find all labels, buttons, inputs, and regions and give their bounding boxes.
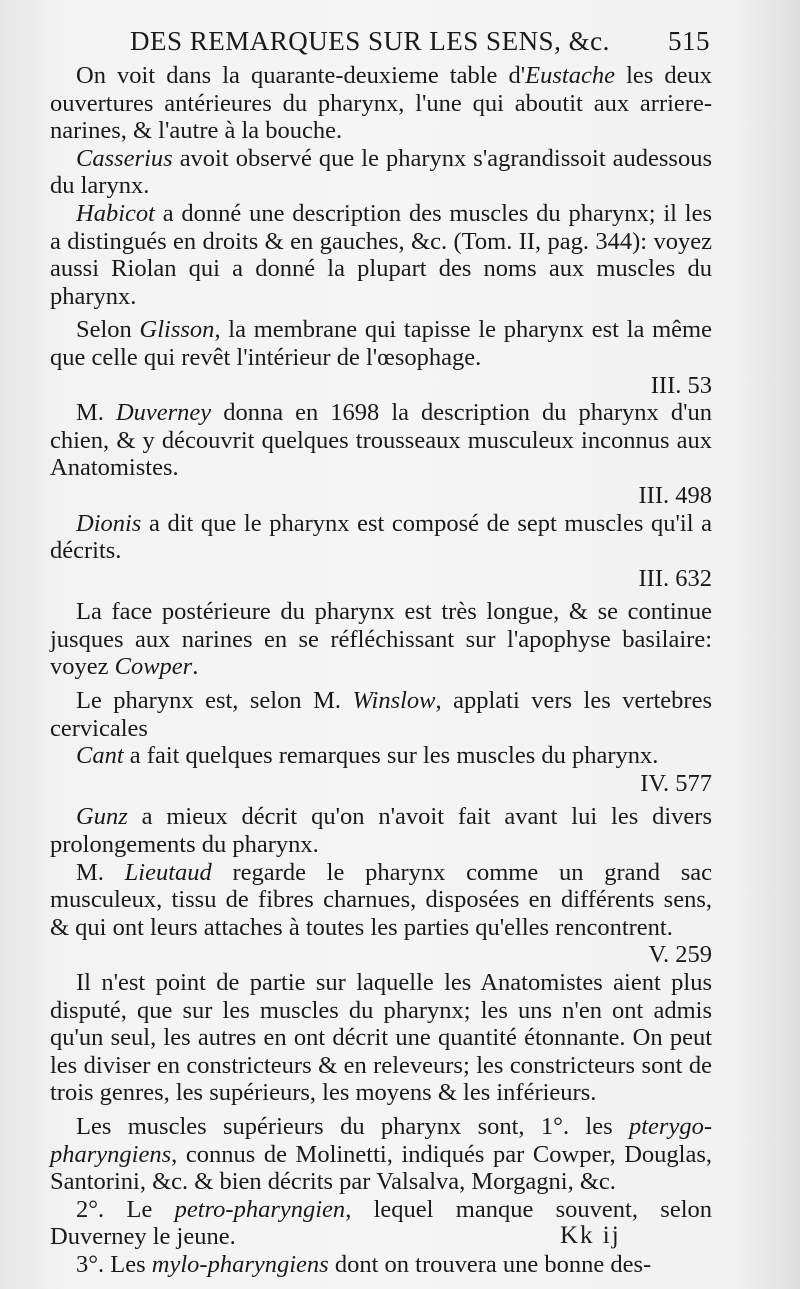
italic-name: Glisson bbox=[139, 316, 215, 344]
running-header bbox=[130, 26, 710, 57]
paragraph-text: regarde le pharynx comme un grand sac musculeux, tissu de fibres charnues, disposées en différents sens, & qui ont leurs attaches à toutes les parties qu'elles rencontrent. bbox=[50, 858, 712, 941]
volume-reference: III. 53 bbox=[650, 371, 712, 399]
paragraph-text: 3°. Les bbox=[76, 1250, 152, 1278]
paragraph bbox=[50, 742, 712, 797]
paragraph-text: . bbox=[192, 653, 199, 681]
paragraph-text: , applati vers les vertebres cervicales bbox=[50, 687, 712, 742]
italic-name: Dionis bbox=[76, 509, 142, 537]
italic-name: mylo-pharyngiens bbox=[151, 1250, 329, 1278]
paragraph-text: Le pharynx est, selon M. bbox=[76, 687, 353, 715]
paragraph bbox=[50, 316, 712, 399]
paragraph-text: dont on trouvera une bonne des- bbox=[328, 1250, 652, 1278]
paragraph-text: M. bbox=[76, 858, 125, 886]
paragraph bbox=[50, 200, 712, 310]
paragraph-text: 2°. Le bbox=[76, 1195, 175, 1223]
italic-name: Winslow bbox=[352, 687, 436, 715]
paragraph bbox=[50, 145, 712, 200]
paragraph bbox=[50, 598, 712, 681]
page-number: 515 bbox=[668, 26, 710, 56]
italic-name: Cowper bbox=[114, 653, 193, 681]
volume-reference: III. 632 bbox=[638, 564, 712, 592]
paragraph bbox=[50, 62, 712, 145]
paragraph-text: donna en 1698 la description du pharynx d'un chien, & y découvrit quelques trousseaux musculeux inconnus aux Anatomistes. bbox=[50, 399, 712, 482]
italic-name: pterygo-pharyngiens bbox=[50, 1112, 712, 1168]
paragraph-text: Les muscles supérieurs du pharynx sont, 1°. les bbox=[76, 1112, 629, 1140]
paragraph-text: avoit observé que le pharynx s'agrandissoit audessous du larynx. bbox=[50, 144, 712, 200]
paragraph-text: a dit que le pharynx est composé de sept muscles qu'il a décrits. bbox=[50, 509, 712, 565]
paragraph bbox=[50, 399, 712, 509]
running-title: DES REMARQUES SUR LES SENS, &c. bbox=[130, 26, 610, 56]
italic-name: Cant bbox=[76, 742, 124, 770]
paragraph-text: Il n'est point de partie sur laquelle les Anatomistes aient plus disputé, que sur les muscles du pharynx; les uns n'en ont admis qu'un seul, les autres en ont décrit une quantité étonnante. On peut les diviser en constricteurs & en releveurs; les constricteurs sont de trois genres, les supérieurs, les moyens & les inférieurs. bbox=[50, 969, 712, 1107]
signature-mark: Kk ij bbox=[560, 1222, 621, 1249]
paragraph-text: Selon bbox=[76, 316, 140, 344]
paragraph bbox=[50, 1251, 712, 1279]
paragraph bbox=[50, 859, 712, 969]
paragraph-text: , la membrane qui tapisse le pharynx est la même que celle qui revêt l'intérieur de l'œsophage. bbox=[50, 316, 712, 371]
paragraph bbox=[50, 687, 712, 742]
paragraph-text: les deux ouvertures antérieures du pharynx, l'une qui aboutit aux arriere-narines, & l'autre à la bouche. bbox=[50, 62, 712, 145]
italic-name: Eustache bbox=[525, 62, 615, 89]
paragraph bbox=[50, 510, 712, 593]
volume-reference: IV. 577 bbox=[640, 769, 712, 797]
volume-reference: III. 498 bbox=[638, 481, 712, 509]
paragraph-text: La face postérieure du pharynx est très longue, & se continue jusques aux narines en se réfléchissant sur l'apophyse basilaire: voyez bbox=[50, 598, 712, 681]
body-text bbox=[50, 62, 712, 1279]
italic-name: Duverney bbox=[115, 399, 212, 427]
paragraph bbox=[50, 969, 712, 1107]
paragraph-text: , lequel manque souvent, selon Duverney le jeune. bbox=[50, 1195, 712, 1251]
paragraph-text: a fait quelques remarques sur les muscles du pharynx. bbox=[123, 742, 659, 770]
paragraph bbox=[50, 803, 712, 858]
italic-name: Gunz bbox=[76, 803, 128, 831]
italic-name: Lieutaud bbox=[124, 858, 212, 886]
italic-name: Casserius bbox=[76, 144, 173, 172]
volume-reference: V. 259 bbox=[648, 941, 712, 969]
italic-name: Habicot bbox=[76, 199, 155, 227]
paragraph-text: a mieux décrit qu'on n'avoit fait avant lui les divers prolongements du pharynx. bbox=[50, 803, 712, 859]
paragraph bbox=[50, 1113, 712, 1196]
paragraph-text: On voit dans la quarante-deuxieme table d' bbox=[76, 62, 526, 89]
paragraph-text: M. bbox=[76, 399, 116, 427]
paragraph-text: , connus de Molinetti, indiqués par Cowper, Douglas, Santorini, &c. & bien décrits par Valsalva, Morgagni, &c. bbox=[50, 1140, 712, 1196]
paragraph-text: a donné une description des muscles du pharynx; il les a distingués en droits & en gauches, &c. (Tom. II, pag. 344): voyez aussi Riolan qui a donné la plupart des noms aux muscles du pharynx. bbox=[50, 199, 712, 310]
italic-name: petro-pharyngien bbox=[174, 1195, 346, 1223]
